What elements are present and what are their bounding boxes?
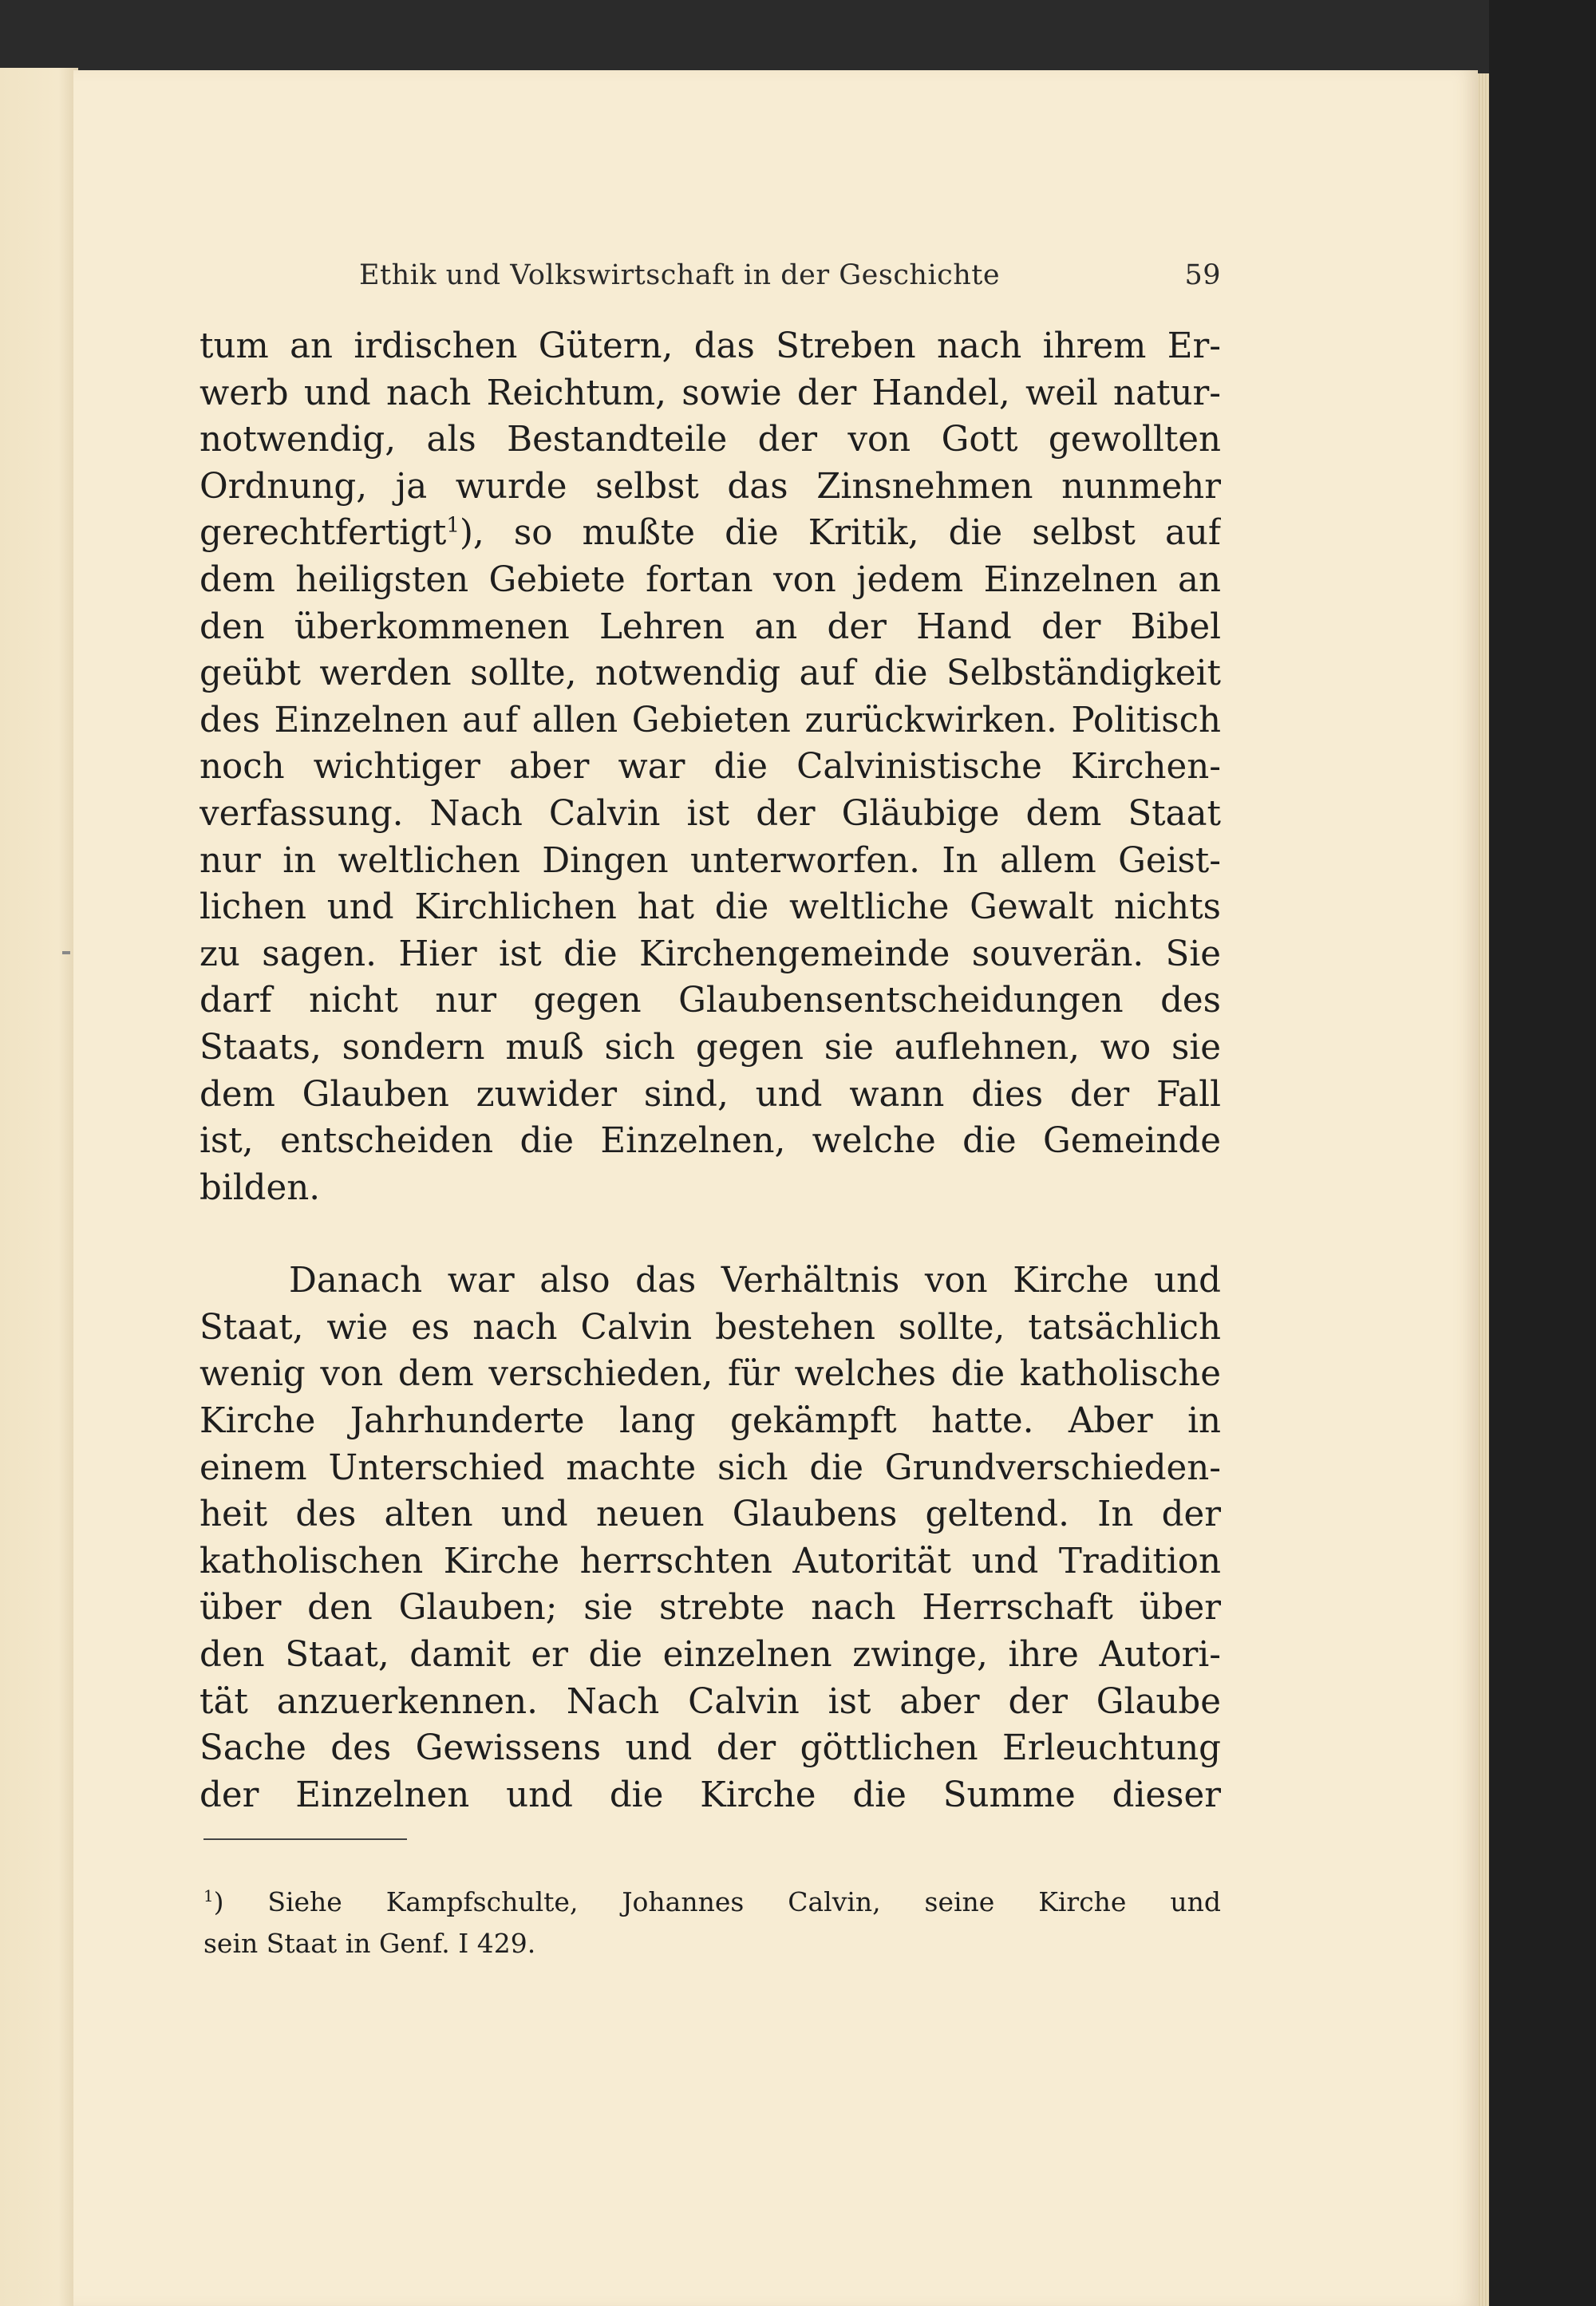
text-line: des Einzelnen auf allen Gebieten zurückwirken. Politisch: [200, 700, 1221, 740]
text-line: verfassung. Nach Calvin ist der Gläubige dem Staat: [200, 793, 1221, 834]
running-header: [359, 259, 1221, 291]
main-text: [200, 323, 1221, 1818]
text-line: katholischen Kirche herrschten Autorität und Tradition: [200, 1541, 1221, 1581]
footnote-line: [203, 1882, 1221, 1923]
text-line: der Einzelnen und die Kirche die Summe dieser: [200, 1775, 1221, 1815]
text-line: Kirche Jahrhunderte lang gekämpft hatte. Aber in: [200, 1401, 1221, 1442]
background-right: [1489, 0, 1596, 2306]
footnote: [203, 1882, 1221, 1964]
text-line: notwendig, als Bestandteile der von Gott gewollten: [200, 420, 1221, 460]
text-line: zu sagen. Hier ist die Kirchengemeinde souverän. Sie: [200, 934, 1221, 974]
text-line: heit des alten und neuen Glaubens geltend. In der: [200, 1495, 1221, 1535]
footnote-reference: 1: [446, 513, 460, 538]
page-stack-edge: [1478, 73, 1489, 2306]
footnote-marker-close: ): [213, 1886, 224, 1917]
footnote-marker: 1: [203, 1887, 214, 1905]
text-line: dem Glauben zuwider sind, und wann dies der Fall: [200, 1074, 1221, 1115]
paragraph-gap: [200, 1211, 1221, 1258]
text-line: Staats, sondern muß sich gegen sie auflehnen, wo sie: [200, 1027, 1221, 1068]
text-line: ist, entscheiden die Einzelnen, welche die Gemeinde: [200, 1121, 1221, 1162]
text-line: tät anzuerkennen. Nach Calvin ist aber der Glaube: [200, 1681, 1221, 1722]
text-line: [200, 510, 1221, 557]
text-line: tum an irdischen Gütern, das Streben nach ihrem Er-: [200, 326, 1221, 366]
text-line: Ordnung, ja wurde selbst das Zinsnehmen nunmehr: [200, 466, 1221, 507]
text-line: Danach war also das Verhältnis von Kirche und: [289, 1261, 1221, 1301]
text-line: einem Unterschied machte sich die Grundverschieden-: [200, 1447, 1221, 1488]
text-line: Staat, wie es nach Calvin bestehen sollte, tatsächlich: [200, 1307, 1221, 1348]
text-line: nur in weltlichen Dingen unterworfen. In allem Geist-: [200, 840, 1221, 881]
text-line: bilden.: [200, 1167, 321, 1208]
text-fragment: gerechtfertigt: [200, 513, 447, 554]
text-line: geübt werden sollte, notwendig auf die Selbständigkeit: [200, 653, 1221, 694]
text-fragment: so mußte die Kritik, die selbst auf: [513, 513, 1221, 554]
text-line: noch wichtiger aber war die Calvinistische Kirchen-: [200, 747, 1221, 788]
margin-mark: [62, 951, 70, 954]
footnote-divider: [203, 1838, 407, 1840]
text-line: den Staat, damit er die einzelnen zwinge, ihre Autori-: [200, 1635, 1221, 1676]
previous-page-edge: [0, 68, 78, 2306]
text-line: den überkommenen Lehren an der Hand der Bibel: [200, 606, 1221, 647]
footnote-text: Siehe Kampfschulte, Johannes Calvin, seine Kirche und: [267, 1886, 1221, 1917]
text-line: werb und nach Reichtum, sowie der Handel, weil natur-: [200, 373, 1221, 413]
text-line: über den Glauben; sie strebte nach Herrschaft über: [200, 1588, 1221, 1629]
footnote-reference-close: ),: [459, 513, 484, 554]
text-line: wenig von dem verschieden, für welches die katholische: [200, 1354, 1221, 1395]
text-line: darf nicht nur gegen Glaubensentscheidungen des: [200, 981, 1221, 1021]
page-number: 59: [1184, 259, 1221, 291]
text-line: lichen und Kirchlichen hat die weltliche Gewalt nichts: [200, 887, 1221, 928]
footnote-line: sein Staat in Genf. I 429.: [203, 1928, 536, 1959]
running-title: Ethik und Volkswirtschaft in der Geschichte: [359, 259, 1001, 291]
text-line: Sache des Gewissens und der göttlichen Erleuchtung: [200, 1728, 1221, 1769]
text-line: dem heiligsten Gebiete fortan von jedem Einzelnen an: [200, 559, 1221, 600]
